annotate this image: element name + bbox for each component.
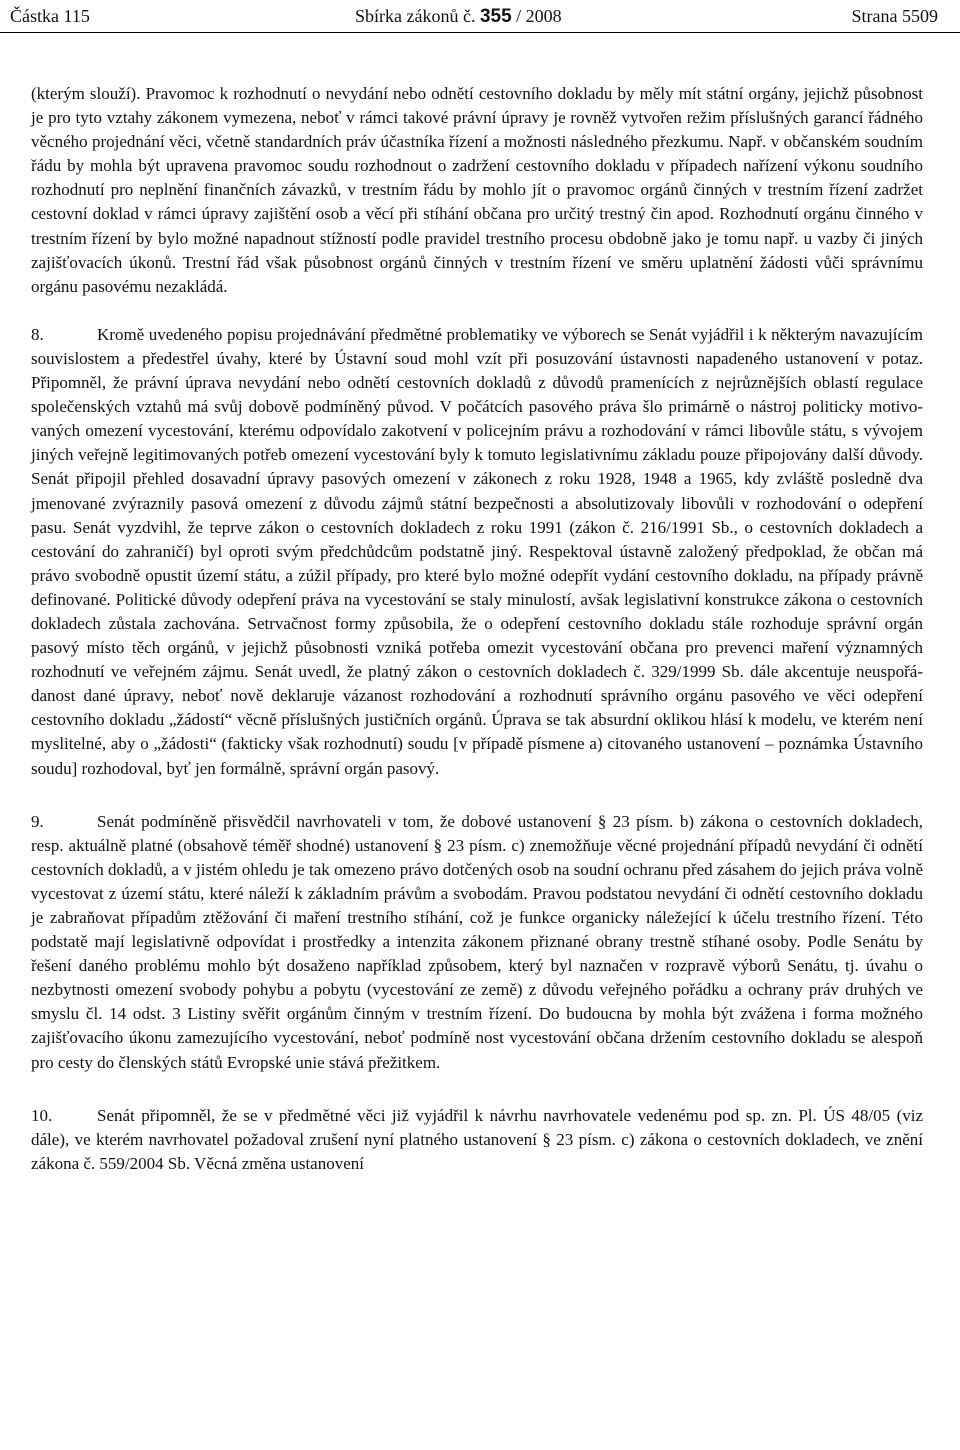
paragraph-text: Senát připomněl, že se v předmětné věci již vyjádřil k návrhu navrhovatele vedenému pod sp. zn. Pl. ÚS 48/05 (viz dále), ve kterém navrhovatel požadoval zrušení nyní platného ustanovení § 23 písm. c) zákona o cestovních dokladech, ve znění zákona č. 559/2004 Sb. Věcná změna ustanovení [31, 1105, 923, 1173]
paragraph-continuation: (kterým slouží). Pravomoc k rozhodnutí o nevydání nebo odnětí cestovního dokladu by měly mít státní orgány, jejichž působnost je pro tyto vztahy zákonem vymezena, neboť v rámci takové právní úpravy je rovněž vytvořen režim příslušných garancí řádného věcného projednání věci, včetně standardních práv účastníka řízení a možnosti následného přezkumu. Např. v občanském soudním řádu by mohla být upravena pravomoc soudu rozhodnout o zadržení cestovního dokladu v případech nařízení výkonu soudního rozhodnutí pro neplnění finančních závazků, v trestním řádu by mohlo jít o pravomoc orgánů činných v trestním řízení zadržet cestovní doklad v rámci úpravy zajištění osob a věcí při stíhání občana pro určitý trestný čin apod. Rozhodnutí orgánu činného v trestním řízení by bylo možné napadnout stížností podle pravidel trestního procesu obdobně jako je tomu např. u vazby či jiných zajišťovacích úkonů. Trestní řád však působnost orgánů činných v trestním řízení ve směru uplatnění žádosti vůči správnímu orgánu pasovému nezakládá. [31, 84, 923, 296]
document-body [31, 82, 923, 1205]
paragraph-number: 10. [31, 1105, 53, 1125]
paragraph-9 [31, 810, 923, 1075]
header-divider [0, 32, 960, 33]
collection-title [355, 5, 562, 28]
page-header [0, 0, 960, 34]
law-number: 355 [479, 6, 512, 27]
paragraph-10 [31, 1104, 923, 1176]
paragraph-number: 8. [31, 324, 44, 344]
paragraph-8 [31, 323, 923, 781]
collection-name: Sbírka zákonů č. [355, 6, 480, 26]
paragraph-number: 9. [31, 811, 44, 831]
paragraph-text: Kromě uvedeného popisu projednávání předmětné problematiky ve výborech se Senát vyjádřil i k některým navazujícím souvislostem a předestřel úvahy, které by Ústavní soud mohl vzít při posuzování ústavnosti napadeného ustanovení v potaz. Připomněl, že právní úprava nevydání nebo odnětí cestovních dokladů z důvodů pramenících z nejrůznějších oblastí regulace společenských vztahů má svůj dobově podmíněný původ. V počátcích pasového práva šlo primárně o nástroj politicky motivovaných omezení vycestování, kterému odpovídalo zakotvení v policejním právu a rozhodování v rámci libovůle státu, s vývojem jiných veřejně legitimovaných potřeb omezení vycestování byly k tomuto legislativnímu základu pouze připojovány další důvody. Senát připojil přehled dosavadní úpravy pasových omezení v zákonech z roku 1928, 1948 a 1965, kdy zvláště posledně dva jmenované zvýraznily pasová omezení z důvodu zájmů státní bezpečnosti a absolutizovaly libovůli v rozhodování o odepření pasu. Senát vyzdvihl, že teprve zákon o cestovních dokladech z roku 1991 (zákon č. 216/1991 Sb., o cestovních dokladech a cestování do zahraničí) byl oproti svým předchůdcům podstatně jiný. Respektoval ústavně založený předpoklad, že občan má právo svobodně opustit území státu, a zúžil případy, pro které bylo možné odepřít vydání cestovního dokladu, na případy právně definované. Politické důvody odepření práva na vycestování se staly minulostí, avšak legislativní konstrukce zákona o cestovních dokladech zůstala zachována. Setrvačnost formy způsobila, že o odepření cestovního dokladu stále rozhoduje správní orgán pasový místo těch orgánů, v jejichž působnosti vzniká potřeba omezit vycestování občana pro prevenci maření významných rozhodnutí ve veřejném zájmu. Senát uvedl, že platný zákon o cestovních dokladech č. 329/1999 Sb. dále akcentuje neuspořádanost dané úpravy, neboť nově deklaruje vázanost rozhodování a rozhodnutí správního orgánu pasového ve věci odepření cestovního dokladu „žádostí“ věcně příslušných justičních orgánů. Úprava se tak absurdní oklikou hlásí k modelu, ve kterém není myslitelné, aby o „žádosti“ (fakticky však rozhodnutí) soudu [v případě písmene a) citovaného ustanovení – poznámka Ústavního soudu] rozhodoval, byť jen formálně, správní orgán pasový. [31, 324, 923, 778]
page-number: Strana 5509 [851, 6, 938, 26]
paragraph-text: Senát podmíněně přisvědčil navrhovateli v tom, že dobové ustanovení § 23 písm. b) zákona o cestovních dokladech, resp. aktuálně platné (obsahově téměř shodné) ustanovení § 23 písm. c) znemožňuje věcné projednání případů nevydání či odnětí cestovních dokladů, a v jistém ohledu je tak omezeno právo dotčených osob na soudní ochranu před zásahem do jejich práva volně vycestovat z území státu, které náleží k základním právům a svobodám. Pravou podstatou nevydání či odnětí cestovního dokladu je zabraňovat případům ztěžování či maření trestního stíhání, což je funkce organicky náležející k účelu trestního řízení. Této podstatě mají legislativně odpovídat i prostředky a intenzita zákonem přiznané obrany trestně stíhané osoby. Podle Senátu by řešení daného problému mohlo být dosaženo například způsobem, který byl naznačen v rozpravě výborů Senátu, tj. úvahu o nezbytnosti omezení svobody pohybu a pobytu (vycestování ze země) z důvodu veřejného pořádku a ochrany práv druhých ve smyslu čl. 14 odst. 3 Listiny svěřit orgánům činným v trestním řízení. Do budoucna by mohla být zvážena i forma možného zajišťovacího úkonu zamezujícího vycestování, neboť podmíně nost vycestování občana držením cestovního dokladu se alespoň pro cesty do členských států Evropské unie stává přežitkem. [31, 811, 923, 1072]
part-number: Částka 115 [10, 6, 90, 26]
collection-year: / 2008 [511, 6, 562, 26]
